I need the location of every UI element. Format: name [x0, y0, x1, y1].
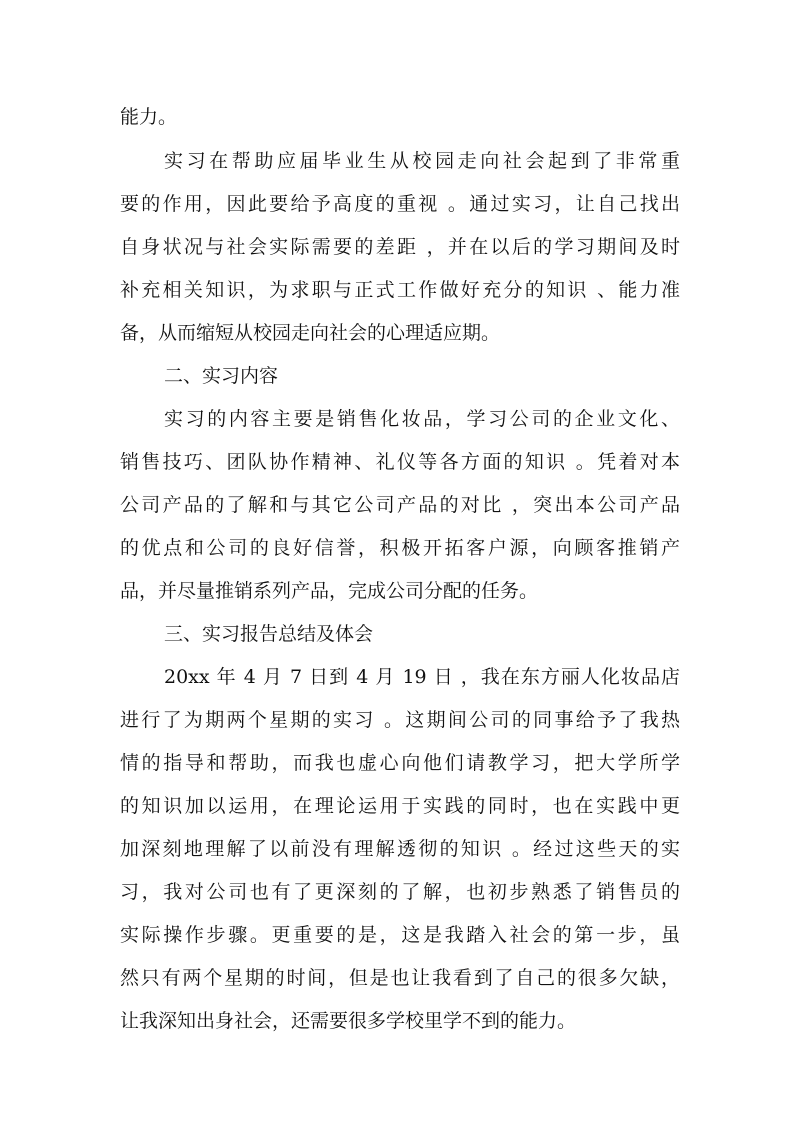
- paragraph-line: 实际操作步骤。更重要的是，这是我踏入社会的第一步，虽: [120, 924, 680, 946]
- paragraph-line: 让我深知出身社会，还需要很多学校里学不到的能力。: [120, 1010, 577, 1032]
- paragraph-line: 的优点和公司的良好信誉，积极开拓客户源，向顾客推销产: [120, 537, 680, 559]
- paragraph-line: 补充相关知识，为求职与正式工作做好充分的知识 、能力准: [120, 279, 680, 301]
- paragraph-line: 然只有两个星期的时间，但是也让我看到了自己的很多欠缺，: [120, 967, 680, 989]
- paragraph-line: 的知识加以运用，在理论运用于实践的同时，也在实践中更: [120, 795, 680, 817]
- section-heading: 二、实习内容: [164, 365, 279, 387]
- section-heading: 三、实习报告总结及体会: [164, 623, 374, 645]
- paragraph-line: 销售技巧、团队协作精神、礼仪等各方面的知识 。凭着对本: [120, 451, 680, 473]
- paragraph-line: 习，我对公司也有了更深刻的了解，也初步熟悉了销售员的: [120, 881, 680, 903]
- paragraph-line: 实习的内容主要是销售化妆品，学习公司的企业文化、: [164, 408, 680, 430]
- paragraph-line: 要的作用，因此要给予高度的重视 。通过实习，让自己找出: [120, 193, 680, 215]
- paragraph-line: 自身状况与社会实际需要的差距 ，并在以后的学习期间及时: [120, 236, 680, 258]
- paragraph-line: 20xx 年 4 月 7 日到 4 月 19 日 ，我在东方丽人化妆品店: [164, 666, 680, 688]
- paragraph-line: 实习在帮助应届毕业生从校园走向社会起到了非常重: [164, 150, 680, 172]
- paragraph-line: 进行了为期两个星期的实习 。这期间公司的同事给予了我热: [120, 709, 680, 731]
- paragraph-line: 情的指导和帮助，而我也虚心向他们请教学习，把大学所学: [120, 752, 680, 774]
- paragraph-line: 加深刻地理解了以前没有理解透彻的知识 。经过这些天的实: [120, 838, 680, 860]
- paragraph-line: 备，从而缩短从校园走向社会的心理适应期。: [120, 322, 501, 344]
- paragraph-line: 能力。: [120, 106, 178, 128]
- paragraph-line: 品，并尽量推销系列产品，完成公司分配的任务。: [120, 580, 539, 602]
- paragraph-line: 公司产品的了解和与其它公司产品的对比 ，突出本公司产品: [120, 494, 680, 516]
